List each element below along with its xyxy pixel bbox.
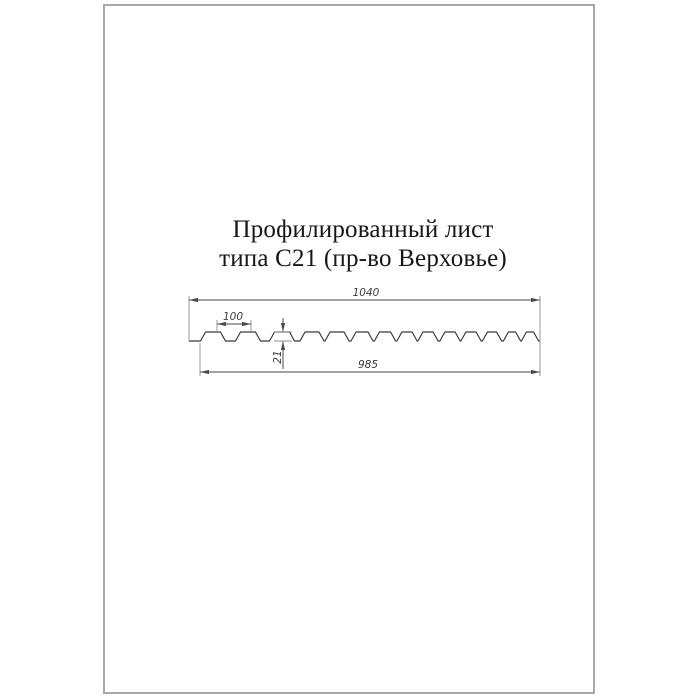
dim-label-wave-pitch: 100 (222, 311, 244, 323)
dim-label-profile-height: 21 (272, 350, 284, 364)
title-line-1: Профилированный лист (232, 216, 494, 243)
dim-label-working-width: 985 (357, 359, 379, 371)
title-line-2: типа С21 (пр-во Верховье) (219, 245, 507, 272)
dim-label-overall-width: 1040 (352, 287, 380, 299)
